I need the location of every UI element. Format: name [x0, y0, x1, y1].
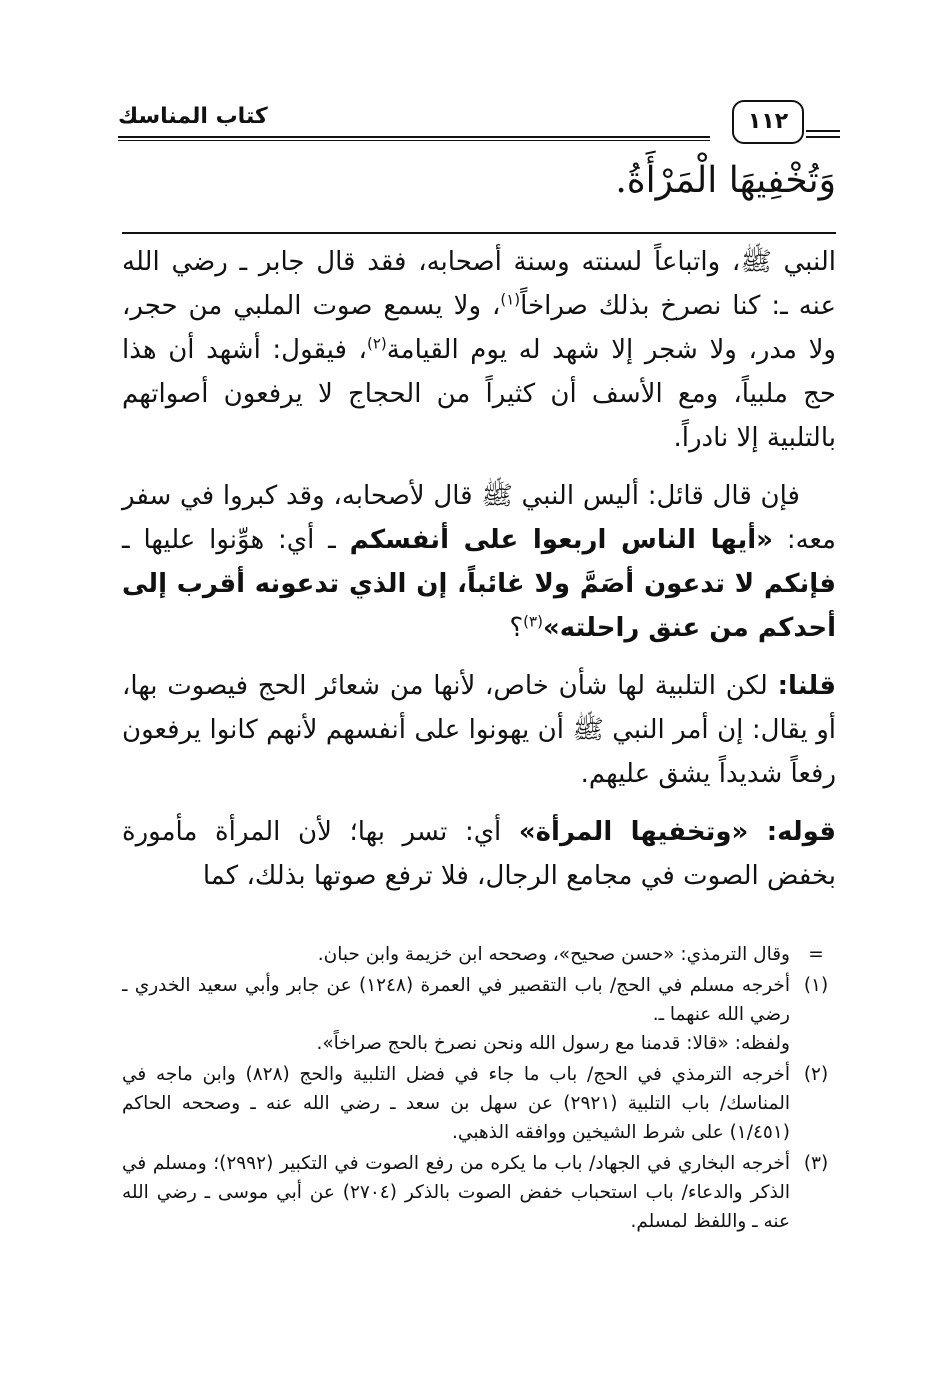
footnote-ref[interactable]: (٣)	[523, 612, 543, 631]
source-text-line: وَتُخْفِيهَا الْمَرْأَةُ.	[615, 160, 836, 201]
header-rule	[118, 136, 710, 138]
footnote-number: (١)	[803, 975, 829, 996]
paragraph: قلنا: لكن التلبية لها شأن خاص، لأنها من شعائر الحج فيصوت بها، أو يقال: إن أمر النبي ﷺ أن يهونوا على أنفسهم لأنهم كانوا يرفعون رفعاً شديداً يشق عليهم.	[122, 671, 836, 789]
footnote-ref[interactable]: (١)	[500, 290, 521, 309]
running-header	[118, 96, 840, 156]
chapter-title: كتاب المناسك	[118, 104, 268, 129]
paragraph: قوله: «وتخفيها المرأة» أي: تسر بها؛ لأن المرأة مأمورة بخفض الصوت في مجامع الرجال، فلا ترفع صوتها بذلك، كما	[122, 817, 836, 891]
footnote-number: (٢)	[803, 1064, 829, 1085]
footnote-1: (١) أخرجه مسلم في الحج/ باب التقصير في العمرة (١٢٤٨) عن جابر وأبي سعيد الخدري ـ رضي الله عنهما ـ. ولفظه: «قالا: قدمنا مع رسول الله ونحن نصرخ بالحج صراخاً».	[122, 971, 836, 1058]
footnote-ref[interactable]: (٢)	[366, 334, 387, 353]
commentary-body	[122, 240, 836, 912]
footnotes	[122, 940, 836, 1238]
answer-label: قلنا:	[777, 671, 836, 701]
footnote-continuation: = وقال الترمذي: «حسن صحيح»، وصححه ابن خزيمة وابن حبان.	[122, 940, 836, 969]
commentary-divider	[122, 232, 836, 234]
quoted-phrase: قوله: «وتخفيها المرأة»	[518, 817, 836, 847]
paragraph: النبي ﷺ، واتباعاً لسنته وسنة أصحابه، فقد قال جابر ـ رضي الله عنه ـ: كنا نصرخ بذلك صراخاً$^{(١)}$، ولا يسمع صوت الملبي من حجر، ولا مدر، ولا شجر إلا شهد له يوم القيامة$^{(٢)}$، فيقول: أشهد أن هذا حج ملبياً، ومع الأسف أن كثيراً من الحجاج لا يرفعون أصواتهم بالتلبية إلا نادراً.	[122, 247, 836, 453]
footnote-3: (٣) أخرجه البخاري في الجهاد/ باب ما يكره من رفع الصوت في التكبير (٢٩٩٢)؛ ومسلم في الذكر والدعاء/ باب استحباب خفض الصوت بالذكر (٢٧٠٤) عن أبي موسى ـ رضي الله عنه ـ واللفظ لمسلم.	[122, 1149, 836, 1236]
footnote-number: (٣)	[803, 1153, 829, 1174]
page-number: ١١٢	[732, 100, 804, 144]
footnote-marker: =	[808, 944, 824, 965]
hadith-quote: «أيها الناس اربعوا على أنفسكم	[349, 525, 773, 555]
header-rule-thin	[118, 140, 710, 141]
footnote-2: (٢) أخرجه الترمذي في الحج/ باب ما جاء في فضل التلبية والحج (٨٢٨) وابن ماجه في المناسك/ باب التلبية (٢٩٢١) عن سهل بن سعد ـ رضي الله عنه ـ وصححه الحاكم (١/٤٥١) على شرط الشيخين ووافقه الذهبي.	[122, 1060, 836, 1147]
hadith-quote: فإنكم لا تدعون أصَمَّ ولا غائباً، إن الذي تدعونه أقرب إلى أحدكم من عنق راحلته»	[122, 569, 836, 643]
header-tick	[806, 136, 840, 138]
paragraph: فإن قال قائل: أليس النبي ﷺ قال لأصحابه، وقد كبروا في سفر معه: «أيها الناس اربعوا على أنفسكم ـ أي: هوِّنوا عليها ـ فإنكم لا تدعون أصَمَّ ولا غائباً، إن الذي تدعونه أقرب إلى أحدكم من عنق راحلته»$^{(٣)}$؟	[122, 481, 836, 643]
header-tick	[806, 130, 840, 132]
